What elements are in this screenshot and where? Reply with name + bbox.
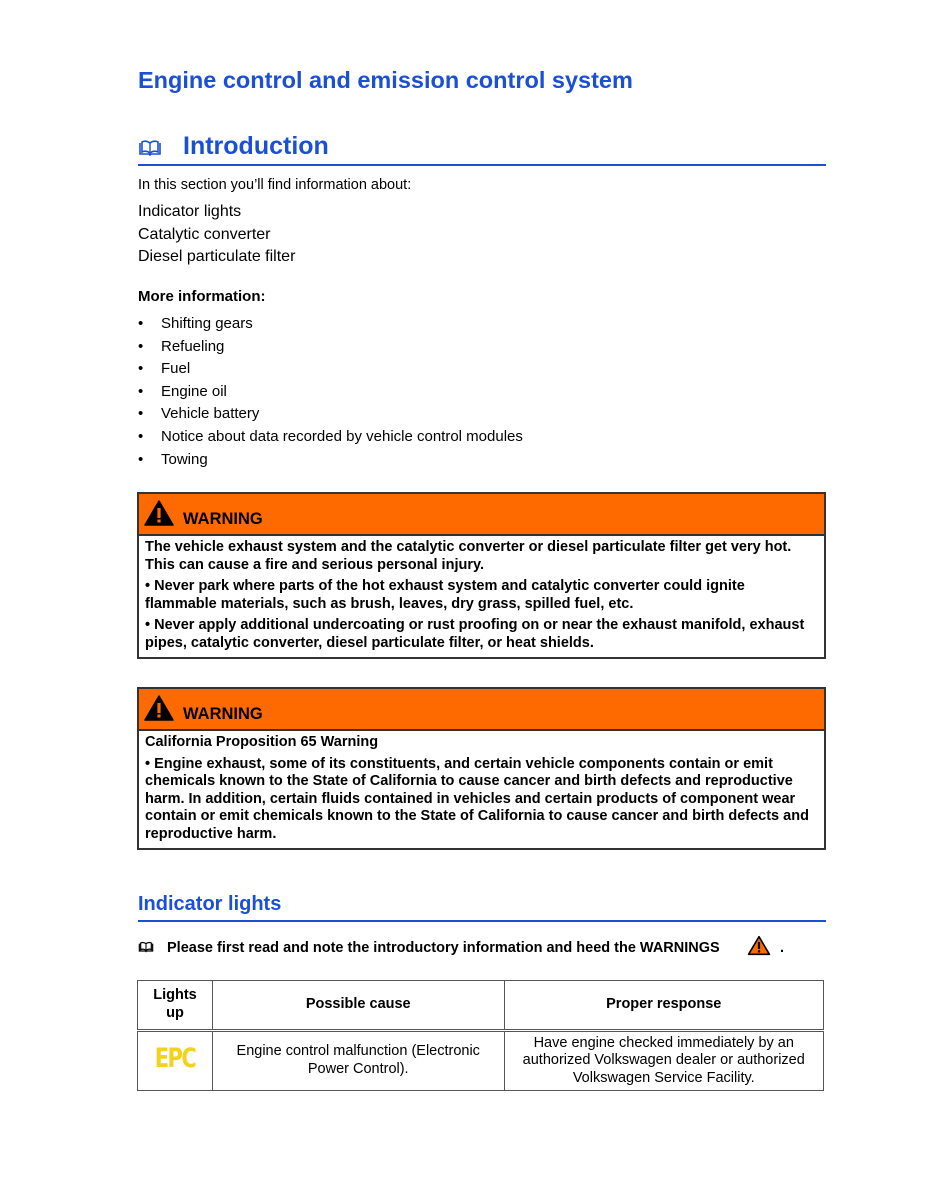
- cause-cell: Engine control malfunction (Electronic Power Control).: [212, 1031, 504, 1091]
- warning-label: WARNING: [183, 705, 263, 723]
- book-icon: [138, 941, 154, 957]
- warning-box: [137, 687, 826, 850]
- topic-item[interactable]: Indicator lights: [138, 203, 242, 220]
- column-header-possible-cause: Possible cause: [212, 981, 504, 1031]
- indicator-table: [137, 980, 824, 1091]
- warning-box: [137, 492, 826, 659]
- column-header-proper-response: Proper response: [504, 981, 824, 1031]
- introduction-heading: [138, 132, 826, 166]
- section-title: Introduction: [183, 132, 329, 160]
- response-cell: Have engine checked immediately by an authorized Volkswagen dealer or authorized Volkswagen Service Facility.: [504, 1031, 824, 1091]
- warning-triangle-icon: [144, 500, 174, 531]
- warning-text: • Never park where parts of the hot exhaust system and catalytic converter could ignite flammable materials, such as brush, leaves, dry grass, spilled fuel, etc.: [145, 578, 745, 612]
- warning-body: [139, 536, 824, 657]
- warning-text: • Engine exhaust, some of its constituents, and certain vehicle components contain or emit chemicals known to the State of California to cause cancer and birth defects and reproductive harm. In addition, certain fluids contained in vehicles and certain products of component wear contain or emit chemicals known to the State of California to cause cancer and birth defects and reproductive harm.: [145, 755, 809, 842]
- more-info-item[interactable]: • Refueling: [138, 336, 523, 359]
- warning-text: • Never apply additional undercoating or rust proofing on or near the exhaust manifold, exhaust pipes, catalytic converter, diesel particulate filter, or heat shields.: [145, 617, 805, 651]
- more-info-list: [138, 313, 523, 471]
- warning-label: WARNING: [183, 510, 263, 528]
- warning-body: [139, 731, 824, 848]
- topic-list: [138, 201, 295, 269]
- note-text: Please first read and note the introductory information and heed the WARNINGS: [167, 940, 720, 956]
- more-info-item[interactable]: • Engine oil: [138, 381, 523, 404]
- warning-triangle-icon: [144, 695, 174, 726]
- topic-item[interactable]: Catalytic converter: [138, 225, 271, 243]
- page-title: Engine control and emission control system: [138, 67, 633, 93]
- warning-header: [139, 689, 824, 731]
- note-end: .: [780, 940, 785, 956]
- warning-text: California Proposition 65 Warning: [145, 734, 379, 750]
- indicator-lights-heading: [138, 893, 826, 922]
- more-info-item[interactable]: • Vehicle battery: [138, 403, 523, 426]
- more-info-item[interactable]: • Notice about data recorded by vehicle control modules: [138, 426, 523, 449]
- more-info-item[interactable]: • Fuel: [138, 358, 523, 381]
- more-info-item[interactable]: • Towing: [138, 449, 523, 472]
- more-info-item[interactable]: • Shifting gears: [138, 313, 523, 336]
- read-first-note: [138, 935, 838, 961]
- warning-text: The vehicle exhaust system and the catalytic converter or diesel particulate filter get very hot. This can cause a fire and serious personal injury.: [145, 539, 792, 573]
- table-row: [138, 1031, 824, 1091]
- intro-text: In this section you’ll find information about:: [138, 177, 412, 193]
- lights-up-label: Lights up: [153, 987, 197, 1021]
- epc-indicator-icon: EPC: [154, 1042, 196, 1074]
- topic-item[interactable]: Diesel particulate filter: [138, 248, 296, 266]
- book-icon: [138, 140, 162, 161]
- indicator-title: Indicator lights: [138, 893, 282, 915]
- table-header-row: [138, 981, 824, 1031]
- epc-light-cell: [138, 1031, 213, 1091]
- more-info-label: More information:: [138, 288, 266, 305]
- warning-triangle-icon[interactable]: [747, 935, 771, 960]
- column-header-lights-up: [138, 981, 213, 1031]
- warning-header: [139, 494, 824, 536]
